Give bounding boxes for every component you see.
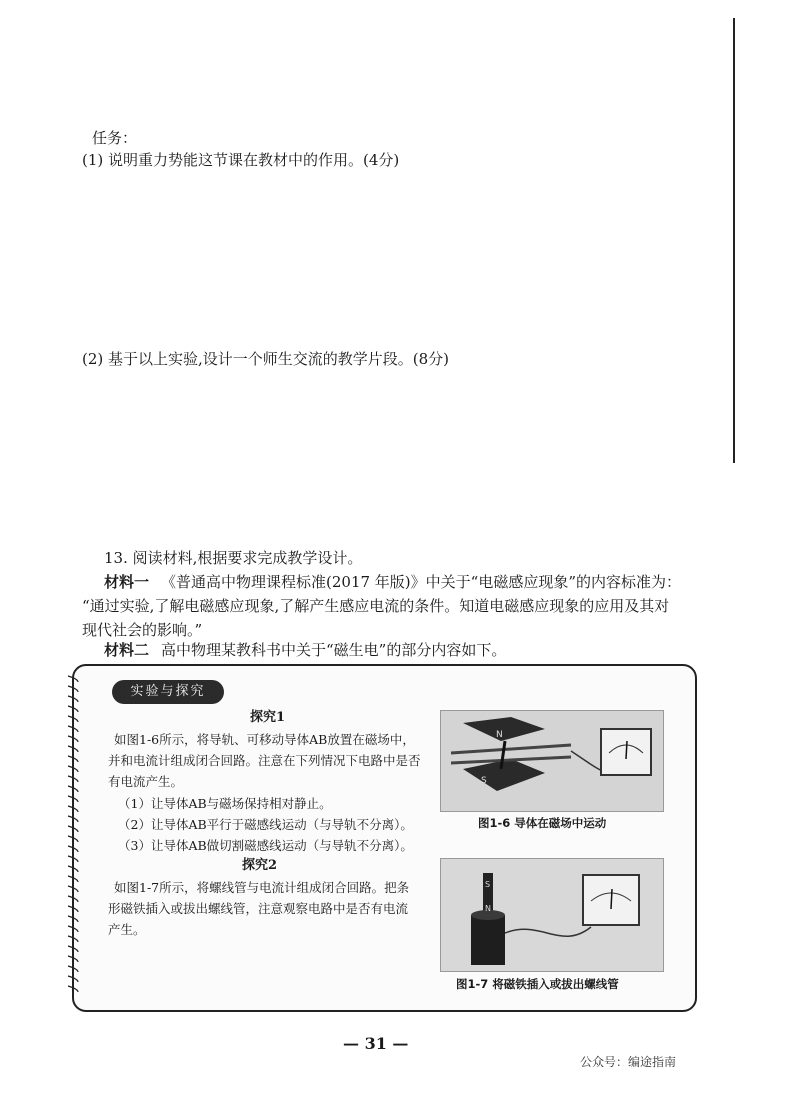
explore-2-line-1: 如图1-7所示，将螺线管与电流计组成闭合回路。把条 (114, 880, 410, 895)
solenoid (471, 915, 505, 965)
explore-2-title: 探究2 (242, 858, 278, 873)
explore-1-title: 探究1 (250, 710, 286, 725)
explore-1-line-1: 如图1-6所示，将导轨、可移动导体AB放置在磁场中， (114, 732, 415, 747)
fig2-north-label: N (485, 904, 491, 913)
page-number: — 31 — (343, 1034, 409, 1053)
explore-2-line-2: 形磁铁插入或拔出螺线管，注意观察电路中是否有电流 (108, 901, 409, 916)
material-1-text: 《普通高中物理课程标准(2017 年版)》中关于“电磁感应现象”的内容标准为： (161, 573, 682, 591)
material-2-text: 高中物理某教科书中关于“磁生电”的部分内容如下。 (161, 641, 507, 659)
material-1-line-3: 现代社会的影响。” (82, 621, 203, 639)
figure-1-7-photo (440, 858, 664, 972)
galvanometer-needle (626, 741, 627, 759)
explore-1-case-3: （3）让导体AB做切割磁感线运动（与导轨不分离）。 (118, 838, 413, 853)
margin-rule (733, 18, 735, 463)
material-1-first-line (104, 572, 681, 592)
spiral-binding (66, 672, 80, 1002)
fig2-south-label: S (485, 880, 491, 889)
material-2-label: 材料二 (104, 641, 150, 659)
question-13-title: 13. 阅读材料,根据要求完成教学设计。 (104, 549, 363, 567)
material-1-label: 材料一 (104, 573, 150, 591)
fig1-north-label: N (496, 730, 503, 740)
figure-1-7-caption: 图1-7 将磁铁插入或拔出螺线管 (456, 977, 619, 991)
experiment-heading: 实验与探究 (112, 680, 224, 704)
explore-1-case-1: （1）让导体AB与磁场保持相对静止。 (118, 796, 332, 811)
footer-credit: 公众号：编途指南 (580, 1055, 677, 1069)
question-2: (2) 基于以上实验,设计一个师生交流的教学片段。(8分) (82, 350, 450, 368)
explore-1-line-3: 有电流产生。 (108, 774, 184, 789)
figure-1-6-caption: 图1-6 导体在磁场中运动 (478, 816, 607, 830)
task-heading: 任务： (92, 129, 138, 147)
explore-1-case-2: （2）让导体AB平行于磁感线运动（与导轨不分离）。 (118, 817, 413, 832)
explore-2-line-3: 产生。 (108, 922, 146, 937)
figure-1-6-photo (440, 710, 664, 812)
material-2-line (104, 640, 506, 660)
material-1-line-2: “通过实验,了解电磁感应现象,了解产生感应电流的条件。知道电磁感应现象的应用及其对 (82, 597, 670, 615)
galvanometer-2-needle (611, 889, 612, 909)
explore-1-line-2: 并和电流计组成闭合回路。注意在下列情况下电路中是否 (108, 753, 421, 768)
question-1: (1) 说明重力势能这节课在教材中的作用。(4分) (82, 151, 400, 169)
fig1-south-label: S (481, 776, 487, 786)
